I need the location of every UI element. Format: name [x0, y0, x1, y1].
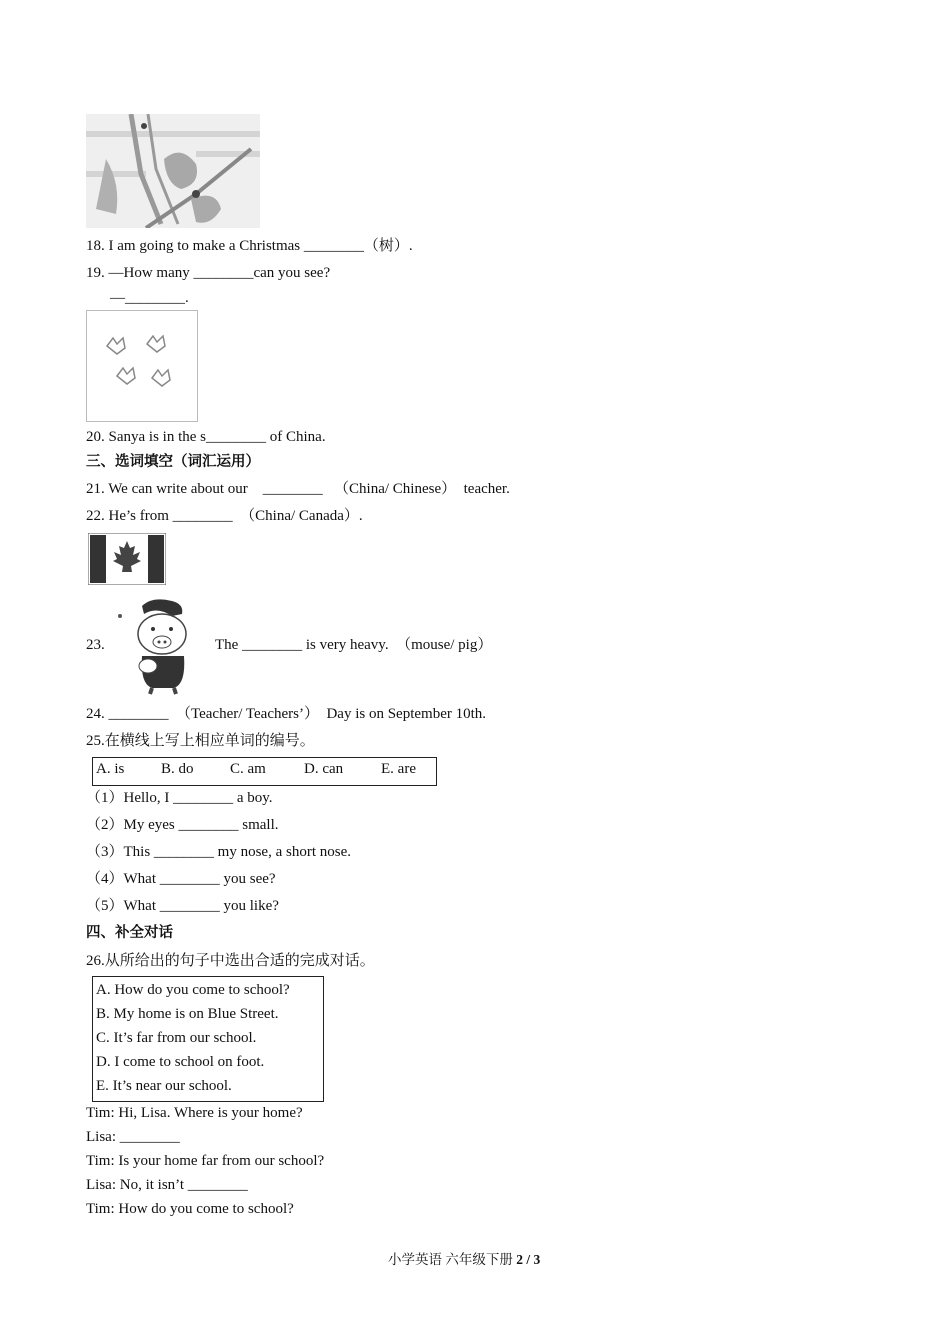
page-footer: [388, 1248, 540, 1268]
dialogue-line-5: Tim: How do you come to school?: [86, 1201, 294, 1217]
option-e: E. It’s near our school.: [96, 1078, 232, 1094]
question-25-title: 25.在横线上写上相应单词的编号。: [86, 733, 315, 749]
page-total: 3: [533, 1252, 541, 1267]
question-25-item-2: （2）My eyes ________ small.: [86, 817, 279, 833]
section-3-heading: 三、选词填空（词汇运用）: [86, 454, 260, 470]
birds-image: [86, 310, 198, 422]
question-25-options-box: [92, 757, 437, 786]
option-c: C. am: [230, 761, 266, 777]
dialogue-line-1: Tim: Hi, Lisa. Where is your home?: [86, 1105, 303, 1121]
option-b: B. do: [161, 761, 194, 777]
option-d: D. I come to school on foot.: [96, 1054, 265, 1070]
question-20: 20. Sanya is in the s________ of China.: [86, 429, 326, 445]
question-25-item-3: （3）This ________ my nose, a short nose.: [86, 844, 351, 860]
option-e: E. are: [381, 761, 416, 777]
section-4-heading: 四、补全对话: [86, 925, 173, 941]
pig-image: [112, 596, 204, 696]
question-23-text: The ________ is very heavy. （mouse/ pig）: [215, 637, 493, 653]
question-25-item-5: （5）What ________ you like?: [86, 898, 279, 914]
dialogue-line-3: Tim: Is your home far from our school?: [86, 1153, 325, 1169]
question-24: 24. ________ （Teacher/ Teachers’） Day is on September 10th.: [86, 706, 487, 722]
question-22: 22. He’s from ________ （China/ Canada）.: [86, 508, 363, 524]
option-a: A. How do you come to school?: [96, 982, 290, 998]
question-19-line1: 19. —How many ________can you see?: [86, 265, 331, 281]
option-c: C. It’s far from our school.: [96, 1030, 257, 1046]
question-26-title: 26.从所给出的句子中选出合适的完成对话。: [86, 953, 375, 969]
question-25-item-4: （4）What ________ you see?: [86, 871, 276, 887]
footer-text: 小学英语 六年级下册: [388, 1252, 517, 1267]
canada-flag-image: [88, 533, 166, 585]
dialogue-line-2: Lisa: ________: [86, 1129, 180, 1145]
dialogue-line-4: Lisa: No, it isn’t ________: [86, 1177, 248, 1193]
page-number: 2: [516, 1252, 523, 1267]
option-d: D. can: [304, 761, 344, 777]
question-26-options-box: [92, 976, 324, 1102]
map-image: [86, 114, 260, 228]
question-19-line2: —________.: [110, 290, 189, 306]
option-b: B. My home is on Blue Street.: [96, 1006, 279, 1022]
page-separator: /: [523, 1252, 534, 1267]
question-18: 18. I am going to make a Christmas ________（树）.: [86, 238, 413, 254]
option-a: A. is: [96, 761, 125, 777]
question-25-item-1: （1）Hello, I ________ a boy.: [86, 790, 273, 806]
question-23-number: 23.: [86, 637, 105, 653]
question-21: 21. We can write about our ________ （China/ Chinese） teacher.: [86, 481, 510, 497]
